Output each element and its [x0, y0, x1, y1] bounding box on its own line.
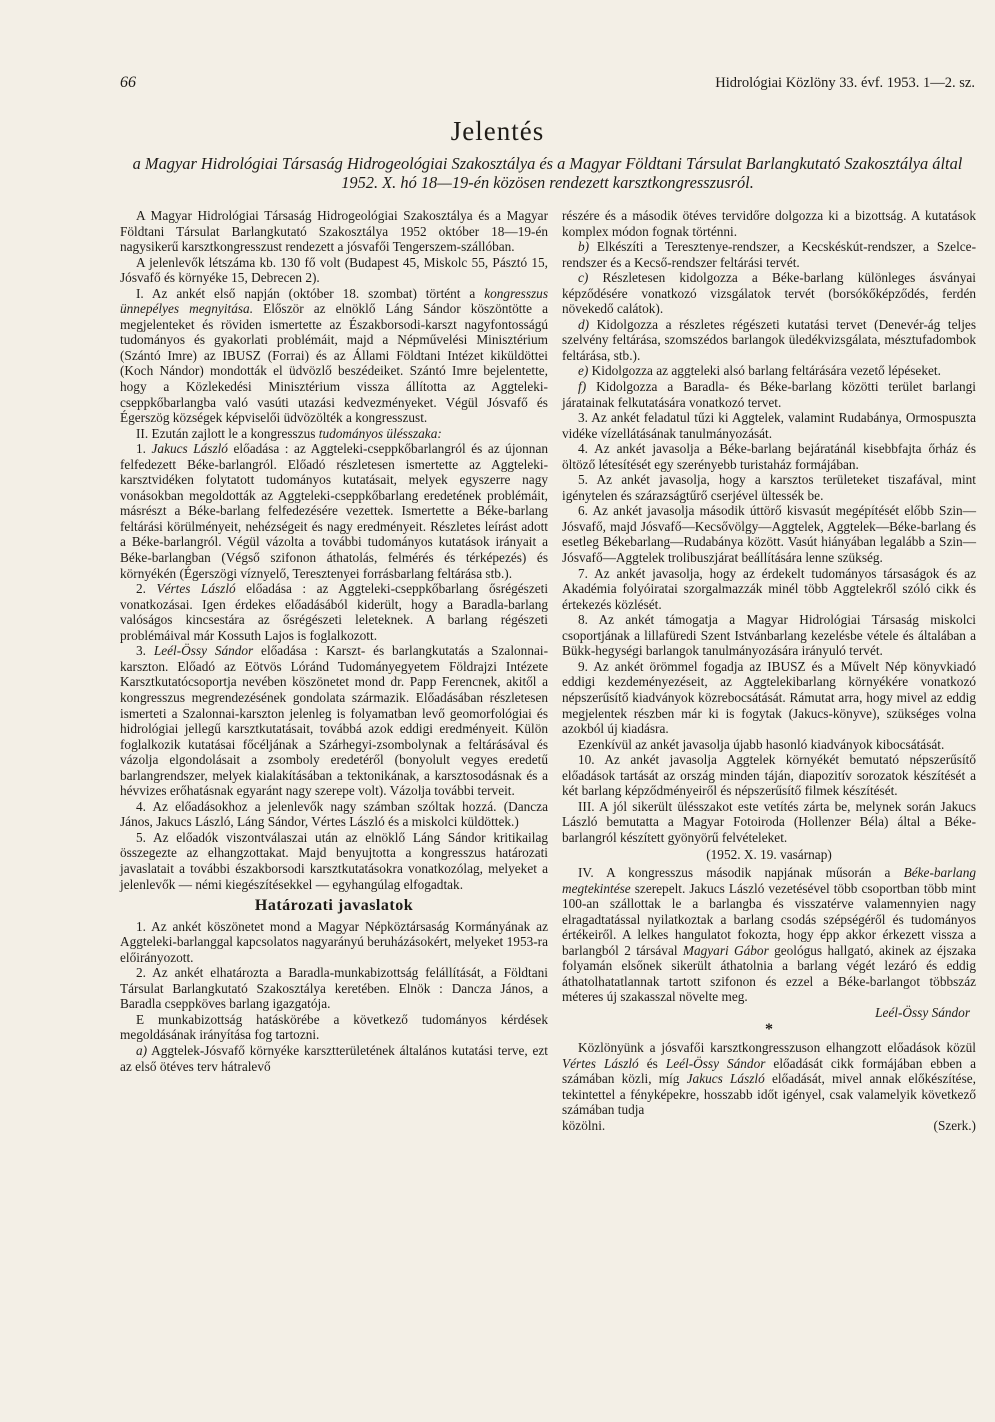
paragraph: 2. Vértes László előadása : az Aggteleki-cseppkőbarlang ősrégészeti vonatkozásai. Igen érdekes előadásából kiderült, hogy a Baradla-barlang valóságos kincsestára az ősrégészeti leleteknek. A barlang régészeti problémáival már Kossuth Lajos is foglalkozott.: [120, 581, 549, 643]
paragraph: 4. Az előadásokhoz a jelenlevők nagy számban szóltak hozzá. (Dancza János, Jakucs László, Láng Sándor, Vértes László és a miskolci küldöttek.): [120, 798, 548, 830]
paragraph: 10. Az ankét javasolja Aggtelek környékét bemutató népszerűsítő előadások tartását az ország minden táján, diapozitív sorozatok készítését a két barlang képződményeiről és népszerűsítő filmek készítését.: [562, 752, 976, 799]
paragraph: d) Kidolgozza a részletes régészeti kutatási tervet (Denevér-ág teljes szelvény feltárása, szomszédos barlangok üledékvizsgálata, mésztufadombok feltárása, stb.).: [562, 316, 976, 363]
paragraph: 1. Jakucs László előadása : az Aggteleki-cseppkőbarlangról és az újonnan felfedezett Béke-barlangról. Előadó részletesen ismertette az Aggteleki-karsztvidéken folytatott tudományos kutatásait, melyek egyszerre nagy vonásokban megoldották az Aggteleki-cseppkőbarlang eredetének problémáit, másrészt a Béke-barlang felfedezésére vezettek. Ismertette a Béke-barlang feltárási körülményeit, nehézségeit és nagy eredményeit. Részletes leírást adott a Béke-barlangról. Végül vázolta a további tudományos kutatások irányait a Béke-barlangban (Végső szifonon áthatolás, felmérés és térképezés) és környékén (Égerszögi víznyelő, Teresztenyei forrásbarlang feltárása stb.).: [120, 441, 549, 581]
paragraph: 7. Az ankét javasolja, hogy az érdekelt tudományos társaságok és az Akadémia folyóiratai szorgalmazzák minél több Aggtelekről szóló cikk és értekezés közlését.: [562, 565, 976, 612]
paragraph: 6. Az ankét javasolja második úttörő kisvasút megépítését előbb Szin—Jósvafő, majd Jósvafő—Kecsővölgy—Aggtelek, Aggtelek—Béke-barlang és esetleg Békebarlang—Rudabánya között. Vasút hiányában legalább a Szin—Jósvafő—Aggtelek trolibuszjárat beállítására lenne szükség.: [562, 503, 976, 566]
paragraph: 2. Az ankét elhatározta a Baradla-munkabizottság felállítását, a Földtani Társulat Barlangkutató Szakosztálya keretében. Elnök : Dancza János, a Baradla cseppköves barlang igazgatója.: [120, 965, 548, 1012]
page-header: [120, 74, 975, 92]
article-subtitle: a Magyar Hidrológiai Társaság Hidrogeológiai Szakosztálya és a Magyar Földtani Társulat Barlangkutató Szakosztálya által 1952. X. hó 18—19-én közösen rendezett karsztkongresszusról.: [132, 154, 963, 192]
section-heading: Határozati javaslatok: [254, 897, 414, 915]
paragraph: e) Kidolgozza az aggteleki alsó barlang feltárására vezető lépéseket.: [578, 363, 941, 379]
page-number: 66: [120, 74, 136, 91]
paragraph: 4. Az ankét javasolja a Béke-barlang bejáratánál kisebbfajta őrház és öltöző létesítését egy szerényebb turistaház formájában.: [562, 441, 976, 472]
paragraph: 9. Az ankét örömmel fogadja az IBUSZ és a Művelt Nép könyvkiadó eddigi kezdeményezéseit, az Aggtelekibarlang környékére vonatkozó népszerűsítő kiadványok közrebocsátását. Rámutat arra, hogy mivel az eddig megjelentek részben már ki is fogytak (Jakucs-könyve), szükséges volna azokból új kiadásra.: [562, 658, 976, 737]
editor-signature: (Szerk.): [933, 1117, 976, 1133]
paragraph: E munkabizottság hatáskörébe a következő tudományos kérdések megoldásának irányítása fog tartozni.: [120, 1011, 548, 1043]
paragraph: II. Ezután zajlott le a kongresszus tudományos ülésszaka:: [136, 425, 442, 441]
paragraph: 3. Leél-Össy Sándor előadása : Karszt- és barlangkutatás a Szalonnai-karszton. Előadó az Eötvös Lóránd Tudományegyetem Földrajzi Intézete Karsztkutatócsoportja nevében köszönetet mond dr. Papp Ferencnek, akitől a kongresszus megrendezésének gondolata származik. Előadásában részletesen ismerteti a Szalonnai-karszton jelenleg is folyamatban levő geomorfológiai és hidrológiai jellegű karsztkutatásait, továbbá azok eddigi eredményeit. Külön foglalkozik kutatásai főcéljának a Szárhegyi-zsombolynak a feltárásával és vázolja elgondolásait a zsomboly eredetéről (bonyolult vegyes eredetű barlangrendszer, melyek kialakításában a tektonikának, a karsztosodásnak és a hévvizes erőhatásnak egyaránt nagy szerepe volt). Vázolja további terveit.: [120, 643, 549, 799]
paragraph: III. A jól sikerült ülésszakot este vetítés zárta be, melynek során Jakucs László bemutatta a Magyar Fotoiroda (Hollenzer Béla) által a Béke-barlangról készített gyönyörű felvételeket.: [562, 798, 976, 845]
editor-note-end: közölni. (Szerk.): [562, 1117, 976, 1133]
paragraph: A jelenlevők létszáma kb. 130 fő volt (Budapest 45, Miskolc 55, Pásztó 15, Jósvafő és környéke 15, Debrecen 2).: [120, 254, 548, 286]
paragraph: 8. Az ankét támogatja a Magyar Hidrológiai Társaság miskolci csoportjának a lillafüredi Szent Istvánbarlang kezelésbe vétele és általában a Bükk-hegységi barlangok tanulmányozására irányuló tervét.: [562, 612, 976, 659]
paragraph: IV. A kongresszus második napjának műsorán a Béke-barlang megtekintése szerepelt. Jakucs László vezetésével több csoportban több mint 100-an szállottak le a barlangba és visszatérve valamennyien nagy elragadtatással nyilatkoztak a barlang csodás szépségéről és tudományos értékeiről. A lelkes hangulatot fokozta, hogy épp akkor érkezett vissza a barlangból 2 társával Magyari Gábor geológus hallgató, akinek az éjszaka folyamán elsőnek sikerült áthatolnia a barlang végét lezáró és eddig áthatolhatatlannak tartott szifonon és ezzel a Béke-barlangot többszáz méteres új szakasszal növelte meg.: [562, 864, 976, 1005]
date-line: (1952. X. 19. vasárnap): [706, 847, 832, 863]
paragraph: b) Elkészíti a Teresztenye-rendszer, a Kecskéskút-rendszer, a Szelce-rendszer és a Kecső-rendszer feltárási tervét.: [562, 239, 976, 270]
paragraph: f) Kidolgozza a Baradla- és Béke-barlang közötti terület barlangi járatainak felkutatására vonatkozó tervet.: [562, 379, 976, 410]
article-title: Jelentés: [450, 116, 545, 146]
separator-asterisk: *: [765, 1021, 773, 1039]
paragraph: I. Az ankét első napján (október 18. szombat) történt a kongresszus ünnepélyes megnyitása. Először az elnöklő Láng Sándor köszöntötte a megjelenteket és röviden ismertette az Északborsodi-karszt nagyfontosságú tudományos és gyakorlati problémáit, majd a Népművelési Minisztérium (Szántó Imre) az IBUSZ (Forrai) és az Állami Földtani Intézet kiküldöttei (Koch Nándor) mondották el üdvözlő beszédeiket. Szántó Imre bejelentette, hogy a Közlekedési Minisztérium vissza állította az Aggteleki-cseppkőbarlangba való vasúti utazási kedvezményeket. Végül Jósvafő és Égerszög községek képviselői üdvözölték a kongresszust.: [120, 285, 548, 426]
left-column: [120, 208, 548, 1074]
paragraph: részére és a második ötéves tervidőre dolgozza ki a bizottság. A kutatások komplex módon fognak történni.: [562, 208, 976, 239]
journal-info: Hidrológiai Közlöny 33. évf. 1953. 1—2. sz.: [715, 75, 975, 91]
paragraph: 5. Az előadók viszontválaszai után az elnöklő Láng Sándor kritikailag összegezte az elhangzottakat. Majd benyujtotta a kongresszus határozati javaslatait a további északborsodi karsztkutatásokra vonatkozólag, melyeket a jelenlevők — némi kiegészítésekkel — egyhangúlag elfogadtak.: [120, 829, 548, 892]
author-signature: Leél-Össy Sándor: [875, 1004, 970, 1020]
paragraph: 5. Az ankét javasolja, hogy a karsztos területeket tiszafával, mint igénytelen és szárazságtűrő cserjével ültessék be.: [562, 472, 976, 503]
paragraph: Ezenkívül az ankét javasolja újabb hasonló kiadványok kibocsátását.: [578, 736, 945, 752]
right-column: [562, 208, 976, 1133]
paragraph: c) Részletesen kidolgozza a Béke-barlang különleges ásványai képződésére vonatkozó vizsgálatok tervét (borsókőképződés, ferdén növekedő calátok).: [562, 270, 976, 317]
editor-note: Közlönyünk a jósvafői karsztkongresszuson elhangzott előadások közül Vértes László és Leél-Össy Sándor előadását cikk formájában ebben a számában közli, míg Jakucs László előadását, mivel annak előkészítése, tekintettel a fényképekre, hosszabb időt igényel, csak valamelyik következő számában tudja: [562, 1039, 977, 1118]
paragraph: 1. Az ankét köszönetet mond a Magyar Népköztársaság Kormányának az Aggteleki-barlanggal kapcsolatos nagyarányú beruházásokért, melyeket 1953-ra előirányozott.: [120, 918, 548, 965]
paragraph: a) Aggtelek-Jósvafő környéke karsztterületének általános kutatási terve, ezt az első ötéves terv hátralevő: [120, 1042, 548, 1074]
paragraph: 3. Az ankét feladatul tűzi ki Aggtelek, valamint Rudabánya, Ormospuszta vidéke vízellátásának tanulmányozását.: [562, 410, 976, 441]
paragraph: A Magyar Hidrológiai Társaság Hidrogeológiai Szakosztálya és a Magyar Földtani Társulat Barlangkutató Szakosztálya 1952 október 18—19-én nagysikerű karsztkongresszust rendezett a jósvafői Tengerszem-szállóban.: [120, 208, 548, 255]
